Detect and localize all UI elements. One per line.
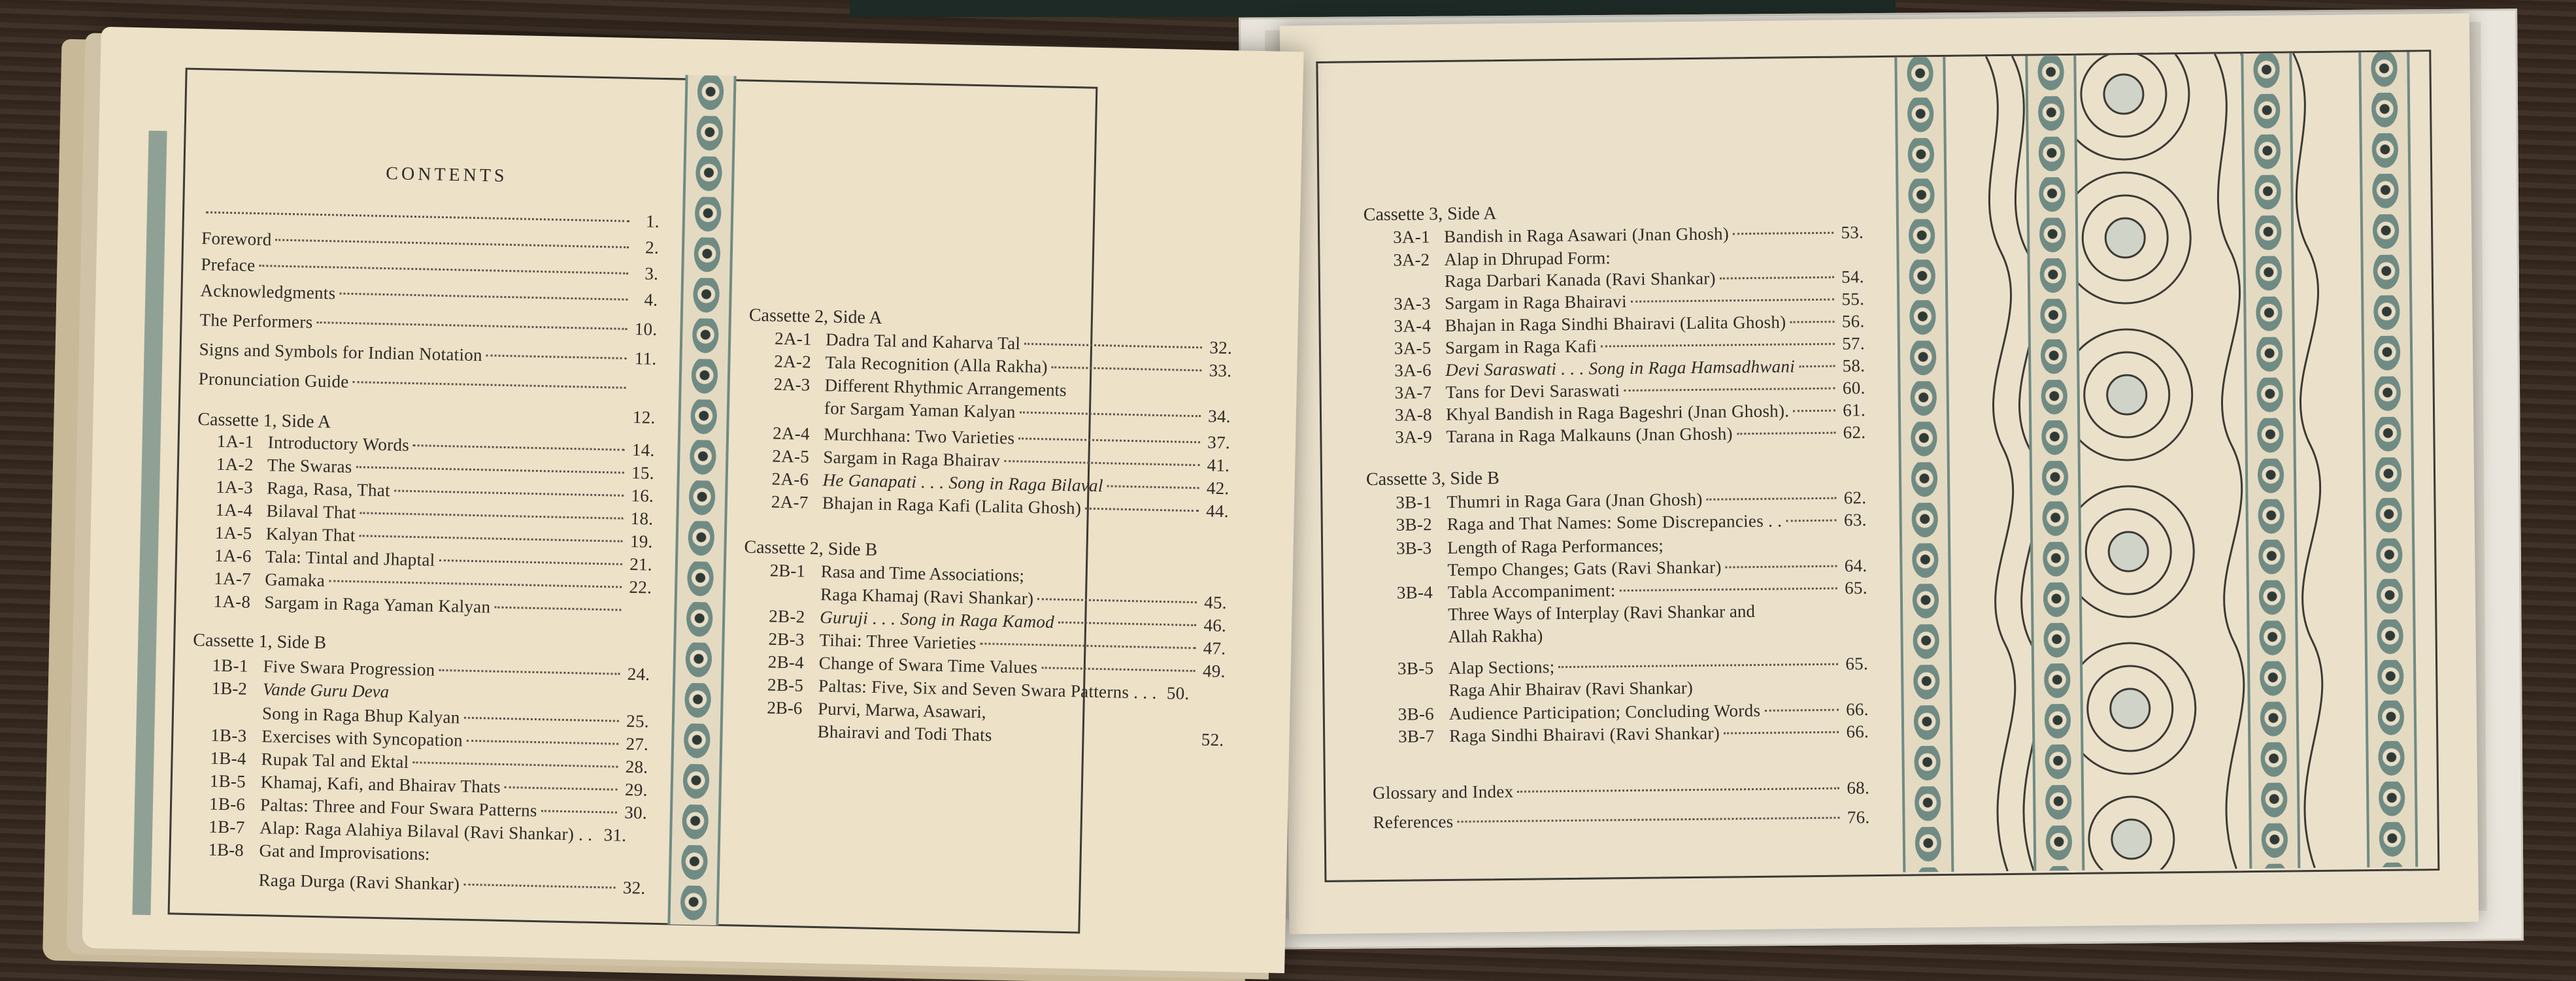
- right-page: [1280, 14, 2479, 935]
- toc-entry-1b-2: 1B-2 Vande Guru Deva: [211, 678, 390, 702]
- toc-entry-3b-5-cont: Raga Ahir Bhairav (Ravi Shankar): [1448, 678, 1693, 700]
- floral-ornament-panel: [1894, 52, 2435, 872]
- toc-entry-2a-5: 2A-5 Sargam in Raga Bhairav 41.: [772, 446, 1230, 476]
- toc-entry-3a-7: 3A-7 Tans for Devi Saraswati 60.: [1394, 378, 1865, 403]
- cassette-3-side-b-heading: Cassette 3, Side B: [1365, 468, 1499, 490]
- toc-entry-3b-4-cont-2: Allah Rakha): [1448, 625, 1543, 646]
- toc-entry-3b-4-cont-1: Three Ways of Interplay (Ravi Shankar and: [1448, 601, 1756, 624]
- toc-entry-2b-1-cont: Raga Khamaj (Ravi Shankar) 45.: [820, 584, 1228, 613]
- ornament-border-column-2: [2025, 56, 2084, 871]
- toc-entry-1b-8-cont: Raga Durga (Ravi Shankar) 32.: [258, 870, 646, 898]
- toc-entry-1a-2: 1A-2 The Swaras 15.: [216, 454, 655, 483]
- toc-entry-1a-1: 1A-1 Introductory Words 14.: [216, 431, 655, 460]
- toc-entry-3b-3-cont: Tempo Changes; Gats (Ravi Shankar) 64.: [1447, 556, 1867, 580]
- toc-entry-2a-7: 2A-7 Bhajan in Raga Kafi (Lalita Ghosh) 44.: [771, 491, 1229, 522]
- toc-entry-2b-1: 2B-1 Rasa and Time Associations;: [769, 560, 1025, 586]
- toc-entry-1a-4: 1A-4 Bilaval That 18.: [215, 499, 654, 529]
- toc-entry-pronunciation: Pronunciation Guide: [198, 369, 656, 399]
- left-page: [82, 27, 1303, 973]
- toc-entry-3b-7: 3B-7 Raga Sindhi Bhairavi (Ravi Shankar) 66.: [1398, 722, 1869, 746]
- toc-entry-1a-5: 1A-5 Kalyan That 19.: [214, 522, 653, 552]
- toc-entry-1a-0: 12.: [632, 407, 656, 427]
- toc-entry-2a-3: 2A-3 Different Rhythmic Arrangements: [773, 374, 1067, 400]
- cassette-1-side-b-heading: Cassette 1, Side B: [193, 630, 327, 654]
- cassette-1-side-a-heading: Cassette 1, Side A: [197, 409, 331, 433]
- toc-entry-2b-3: 2B-3 Tihai: Three Varieties 47.: [768, 629, 1226, 659]
- toc-entry-2b-6: 2B-6 Purvi, Marwa, Asawari,: [767, 697, 986, 722]
- toc-entry-3b-1: 3B-1 Thumri in Raga Gara (Jnan Ghosh) 62.: [1396, 488, 1867, 512]
- toc-entry-2a-1: 2A-1 Dadra Tal and Kaharva Tal 32.: [774, 328, 1233, 358]
- toc-entry-1b-1: 1B-1 Five Swara Progression 24.: [212, 655, 650, 684]
- toc-entry-1b-8: 1B-8 Gat and Improvisations:: [208, 839, 430, 864]
- toc-entry-1b-4: 1B-4 Rupak Tal and Ektal 28.: [210, 748, 648, 777]
- toc-entry-3b-3: 3B-3 Length of Raga Performances;: [1396, 535, 1664, 558]
- toc-entry-2b-5: 2B-5 Paltas: Five, Six and Seven Swara Patterns . . . 50.: [767, 674, 1190, 703]
- toc-entry-1a-8: 1A-8 Sargam in Raga Yaman Kalyan: [213, 591, 652, 621]
- toc-entry-2b-2: 2B-2 Guruji . . . Song in Raga Kamod 46.: [768, 606, 1227, 636]
- toc-entry-3b-5: 3B-5 Alap Sections; 65.: [1397, 654, 1869, 678]
- toc-entry-1a-6: 1A-6 Tala: Tintal and Jhaptal 21.: [214, 545, 653, 574]
- ornament-border-column-3: [2241, 53, 2300, 869]
- toc-entry-1b-3: 1B-3 Exercises with Syncopation 27.: [210, 725, 649, 754]
- toc-entry-3a-9: 3A-9 Tarana in Raga Malkauns (Jnan Ghosh) 62.: [1395, 422, 1866, 447]
- toc-entry-foreword: Foreword 2.: [201, 228, 660, 258]
- toc-entry-3a-2: 3A-2 Alap in Dhrupad Form:: [1393, 248, 1611, 270]
- toc-entry-3a-8: 3A-8 Khyal Bandish in Raga Bageshri (Jnan Ghosh). 61.: [1394, 400, 1866, 425]
- toc-entry-3a-6: 3A-6 Devi Saraswati . . . Song in Raga Hamsadhwani 58.: [1394, 356, 1865, 380]
- toc-entry-1b-6: 1B-6 Paltas: Three and Four Swara Patterns 30.: [209, 793, 648, 823]
- toc-entry-2a-2: 2A-2 Tala Recognition (Alla Rakha) 33.: [774, 351, 1232, 381]
- toc-entry-2a-3-cont: for Sargam Yaman Kalyan 34.: [824, 398, 1231, 427]
- toc-entry-acknowledgments: Acknowledgments 4.: [200, 280, 658, 310]
- toc-entry-1b-2-cont: Song in Raga Bhup Kalyan 25.: [261, 703, 650, 731]
- toc-entry-references: References 76.: [1373, 807, 1870, 833]
- contents-title: CONTENTS: [386, 163, 508, 186]
- toc-entry-3a-2-cont: Raga Darbari Kanada (Ravi Shankar) 54.: [1444, 267, 1864, 291]
- toc-entry-3a-4: 3A-4 Bhajan in Raga Sindhi Bhairavi (Lalita Ghosh) 56.: [1394, 311, 1865, 336]
- toc-entry-3b-6: 3B-6 Audience Participation; Concluding Words 66.: [1397, 699, 1869, 724]
- toc-entry-signs-symbols: Signs and Symbols for Indian Notation 11.: [199, 339, 657, 369]
- toc-entry-2a-6: 2A-6 He Ganapati . . . Song in Raga Bilaval 42.: [771, 469, 1229, 499]
- toc-entry-3b-2: 3B-2 Raga and That Names: Some Discrepancies . . 63.: [1396, 510, 1867, 535]
- toc-entry-2b-4: 2B-4 Change of Swara Time Values 49.: [767, 652, 1226, 682]
- toc-entry-3a-3: 3A-3 Sargam in Raga Bhairavi 55.: [1394, 289, 1865, 314]
- toc-entry-performers: The Performers 10.: [199, 310, 658, 339]
- toc-entry-3b-4: 3B-4 Tabla Accompaniment: 65.: [1396, 578, 1867, 603]
- ornament-border-column-1: [1894, 57, 1954, 873]
- cassette-2-side-b-heading: Cassette 2, Side B: [744, 537, 878, 560]
- toc-entry-2b-6-cont: Bhairavi and Todi Thats 52.: [817, 722, 1224, 750]
- toc-entry-preface: Preface 3.: [201, 254, 659, 284]
- toc-entry-1a-7: 1A-7 Gamaka 22.: [214, 568, 652, 597]
- toc-entry-glossary: Glossary and Index 68.: [1372, 778, 1870, 803]
- toc-entry-1a-3: 1A-3 Raga, Rasa, That 16.: [215, 476, 654, 506]
- toc-entry-1b-5: 1B-5 Khamaj, Kafi, and Bhairav Thats 29.: [209, 771, 648, 800]
- toc-entry-1b-7: 1B-7 Alap: Raga Alahiya Bilaval (Ravi Shankar) . . 31.: [209, 816, 627, 845]
- toc-entry-front-0: 1.: [202, 202, 660, 232]
- toc-entry-2a-4: 2A-4 Murchhana: Two Varieties 37.: [772, 423, 1231, 453]
- cassette-3-side-a-heading: Cassette 3, Side A: [1363, 203, 1497, 225]
- toc-entry-3a-1: 3A-1 Bandish in Raga Asawari (Jnan Ghosh) 53.: [1393, 222, 1864, 247]
- cassette-2-side-a-heading: Cassette 2, Side A: [748, 305, 882, 329]
- toc-entry-3a-5: 3A-5 Sargam in Raga Kafi 57.: [1394, 333, 1865, 358]
- ornament-border-column-4: [2358, 52, 2418, 867]
